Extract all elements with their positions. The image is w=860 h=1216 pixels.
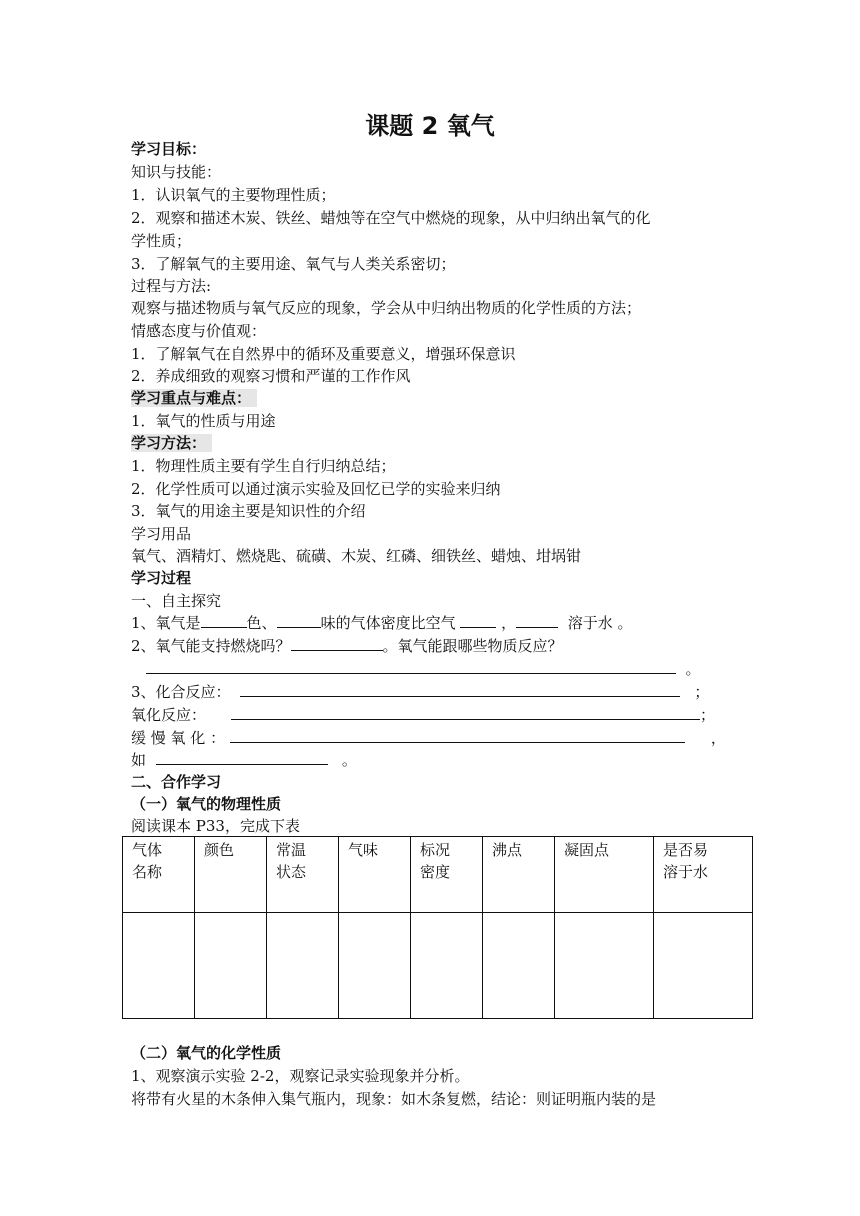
blank-density[interactable] [460, 612, 496, 628]
blank-example[interactable] [156, 749, 328, 765]
knowledge-item: 学性质； [131, 232, 192, 250]
chemical-properties-heading: （二）氧气的化学性质 [131, 1044, 282, 1062]
table-header-cell: 是否易 溶于水 [653, 837, 752, 913]
table-row [123, 913, 753, 1019]
knowledge-item: 1．认识氧气的主要物理性质； [131, 186, 336, 204]
blank-oxidation-reaction[interactable] [231, 704, 700, 720]
table-header-cell: 常温 状态 [267, 837, 339, 913]
page-title: 课题 2 氧气 [365, 112, 495, 140]
table-cell[interactable] [555, 913, 654, 1019]
table-header-cell: 颜色 [195, 837, 267, 913]
question-3-oxidation: 氧化反应： ； [131, 706, 716, 724]
table-header-row [123, 837, 753, 913]
knowledge-item: 3．了解氧气的主要用途、氧气与人类关系密切； [131, 255, 456, 273]
process-heading: 学习过程 [131, 569, 192, 587]
table-cell[interactable] [411, 913, 483, 1019]
table-cell[interactable] [483, 913, 555, 1019]
supplies-items: 氧气、酒精灯、燃烧匙、硫磺、木炭、红磷、细铁丝、蜡烛、坩埚钳 [131, 547, 582, 565]
emotion-heading: 情感态度与价值观： [131, 322, 267, 340]
objectives-heading: 学习目标： [131, 140, 207, 158]
table-header-cell: 凝固点 [555, 837, 654, 913]
table-cell[interactable] [195, 913, 267, 1019]
methods-heading: 学习方法： [131, 434, 212, 452]
method-item: 1．物理性质主要有学生自行归纳总结； [131, 457, 396, 475]
self-explore-heading: 一、自主探究 [131, 592, 222, 610]
table-header-cell: 气体 名称 [123, 837, 195, 913]
blank-combination-reaction[interactable] [240, 681, 680, 697]
method-item: 2．化学性质可以通过演示实验及回忆已学的实验来归纳 [131, 480, 501, 498]
keypoints-item: 1．氧气的性质与用途 [131, 412, 276, 430]
table-cell[interactable] [123, 913, 195, 1019]
coop-heading: 二、合作学习 [131, 773, 222, 791]
process-method-text: 观察与描述物质与氧气反应的现象，学会从中归纳出物质的化学性质的方法； [131, 299, 642, 317]
method-item: 3．氧气的用途主要是知识性的介绍 [131, 502, 366, 520]
process-method-heading: 过程与方法: [131, 277, 212, 295]
table-instruction: 阅读课本 P33，完成下表 [131, 817, 300, 835]
question-3-combination: 3、化合反应： ； [131, 683, 710, 701]
question-1: 1、氧气是 色、 味的气体密度比空气 ， 溶于水 。 [131, 614, 633, 632]
experiment-line: 1、观察演示实验 2-2，观察记录实验现象并分析。 [131, 1067, 470, 1085]
question-2-answer-line: 。 [146, 658, 701, 680]
blank-color[interactable] [201, 612, 247, 628]
blank-solubility[interactable] [516, 612, 558, 628]
table-cell[interactable] [339, 913, 411, 1019]
table-header-cell: 气味 [339, 837, 411, 913]
question-3-slow-oxidation: 缓 慢 氧 化 ： ， [131, 729, 726, 747]
question-2: 2、氧气能支持燃烧吗？ 。氧气能跟哪些物质反应？ [131, 637, 563, 655]
emotion-item: 1．了解氧气在自然界中的循环及重要意义，增强环保意识 [131, 345, 516, 363]
question-3-example: 如 。 [131, 751, 357, 769]
knowledge-heading: 知识与技能： [131, 163, 222, 181]
blank-slow-oxidation[interactable] [230, 727, 685, 743]
table-cell[interactable] [653, 913, 752, 1019]
emotion-item: 2．养成细致的观察习惯和严谨的工作作风 [131, 367, 411, 385]
experiment-detail: 将带有火星的木条伸入集气瓶内，现象：如木条复燃，结论：则证明瓶内装的是 [131, 1090, 657, 1108]
blank-smell[interactable] [277, 612, 321, 628]
knowledge-item: 2．观察和描述木炭、铁丝、蜡烛等在空气中燃烧的现象，从中归纳出氧气的化 [131, 209, 651, 227]
table-header-cell: 标况 密度 [411, 837, 483, 913]
table-header-cell: 沸点 [483, 837, 555, 913]
physical-properties-table [122, 836, 753, 1019]
keypoints-heading: 学习重点与难点： [131, 389, 257, 407]
supplies-heading: 学习用品 [131, 525, 192, 543]
table-cell[interactable] [267, 913, 339, 1019]
blank-reacting-substances[interactable] [146, 658, 676, 674]
blank-support-combustion[interactable] [291, 635, 383, 651]
physical-properties-heading: （一）氧气的物理性质 [131, 795, 282, 813]
